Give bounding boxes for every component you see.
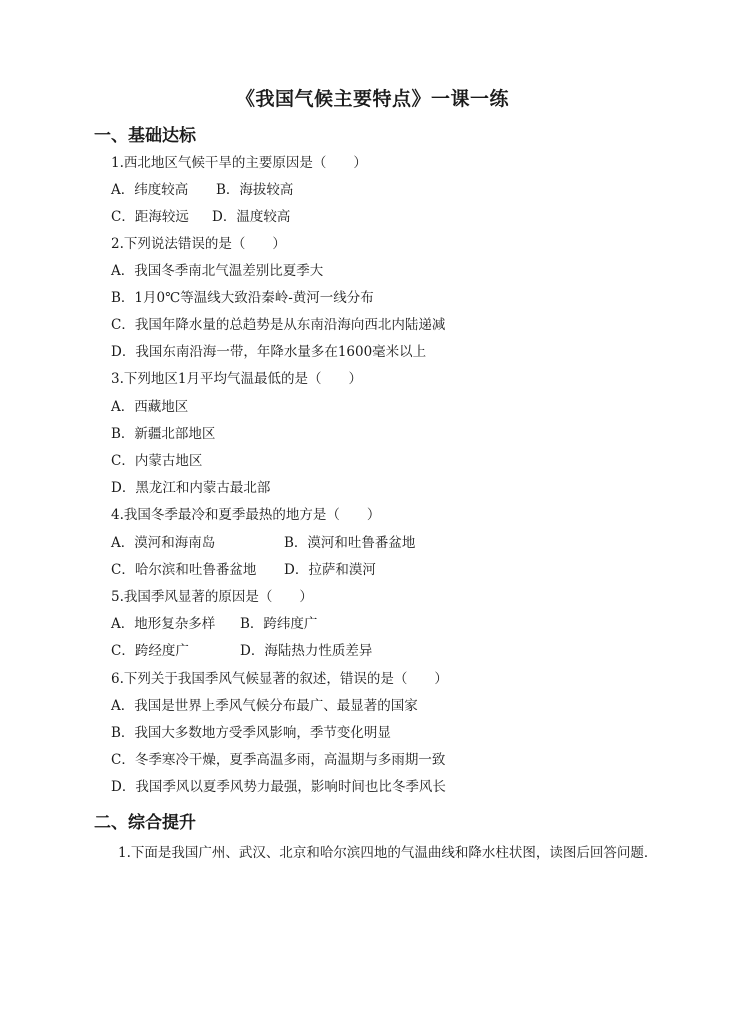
question-6-option-b: B．我国大多数地方受季风影响，季节变化明显 bbox=[111, 725, 391, 741]
question-5-option-c: C．跨经度广 bbox=[111, 643, 189, 659]
question-2-option-c: C．我国年降水量的总趋势是从东南沿海向西北内陆递减 bbox=[111, 317, 446, 333]
question-4-option-c: C．哈尔滨和吐鲁番盆地 bbox=[111, 562, 257, 578]
question-3-option-b: B．新疆北部地区 bbox=[111, 426, 216, 442]
question-2-option-d: D．我国东南沿海一带，年降水量多在1600毫米以上 bbox=[111, 344, 427, 360]
question-5-option-b: B．跨纬度广 bbox=[240, 616, 318, 632]
question-3-option-d: D．黑龙江和内蒙古最北部 bbox=[111, 480, 271, 496]
question-1-option-b: B．海拔较高 bbox=[216, 182, 294, 198]
section-heading-comprehensive: 二、综合提升 bbox=[94, 813, 196, 833]
question-4-option-a: A．漠河和海南岛 bbox=[111, 535, 216, 551]
question-2-stem: 2.下列说法错误的是（ ） bbox=[111, 236, 286, 252]
page-title: 《我国气候主要特点》一课一练 bbox=[235, 88, 509, 110]
question-3-stem: 3.下列地区1月平均气温最低的是（ ） bbox=[111, 371, 362, 387]
section-heading-basic: 一、基础达标 bbox=[94, 126, 196, 146]
question-6-option-c: C．冬季寒冷干燥，夏季高温多雨，高温期与多雨期一致 bbox=[111, 752, 446, 768]
question-3-option-c: C．内蒙古地区 bbox=[111, 453, 203, 469]
question-1-option-a: A．纬度较高 bbox=[111, 182, 189, 198]
question-4-option-d: D．拉萨和漠河 bbox=[284, 562, 376, 578]
question-6-stem: 6.下列关于我国季风气候显著的叙述，错误的是（ ） bbox=[111, 671, 448, 687]
question-6-option-d: D．我国季风以夏季风势力最强，影响时间也比冬季风长 bbox=[111, 779, 446, 795]
question-1-stem: 1.西北地区气候干旱的主要原因是（ ） bbox=[111, 155, 367, 171]
question-1-option-d: D．温度较高 bbox=[212, 209, 291, 225]
question-1-option-c: C．距海较远 bbox=[111, 209, 189, 225]
question-6-option-a: A．我国是世界上季风气候分布最广、最显著的国家 bbox=[111, 698, 418, 714]
question-2-option-b: B．1月0℃等温线大致沿秦岭-黄河一线分布 bbox=[111, 290, 374, 306]
comprehensive-question-1: 1.下面是我国广州、武汉、北京和哈尔滨四地的气温曲线和降水柱状图，读图后回答问题． bbox=[118, 845, 658, 861]
question-4-option-b: B．漠河和吐鲁番盆地 bbox=[284, 535, 416, 551]
question-5-stem: 5.我国季风显著的原因是（ ） bbox=[111, 589, 313, 605]
question-4-stem: 4.我国冬季最冷和夏季最热的地方是（ ） bbox=[111, 507, 381, 523]
question-2-option-a: A．我国冬季南北气温差别比夏季大 bbox=[111, 263, 324, 279]
question-5-option-a: A．地形复杂多样 bbox=[111, 616, 216, 632]
question-3-option-a: A．西藏地区 bbox=[111, 399, 189, 415]
question-5-option-d: D．海陆热力性质差异 bbox=[240, 643, 373, 659]
